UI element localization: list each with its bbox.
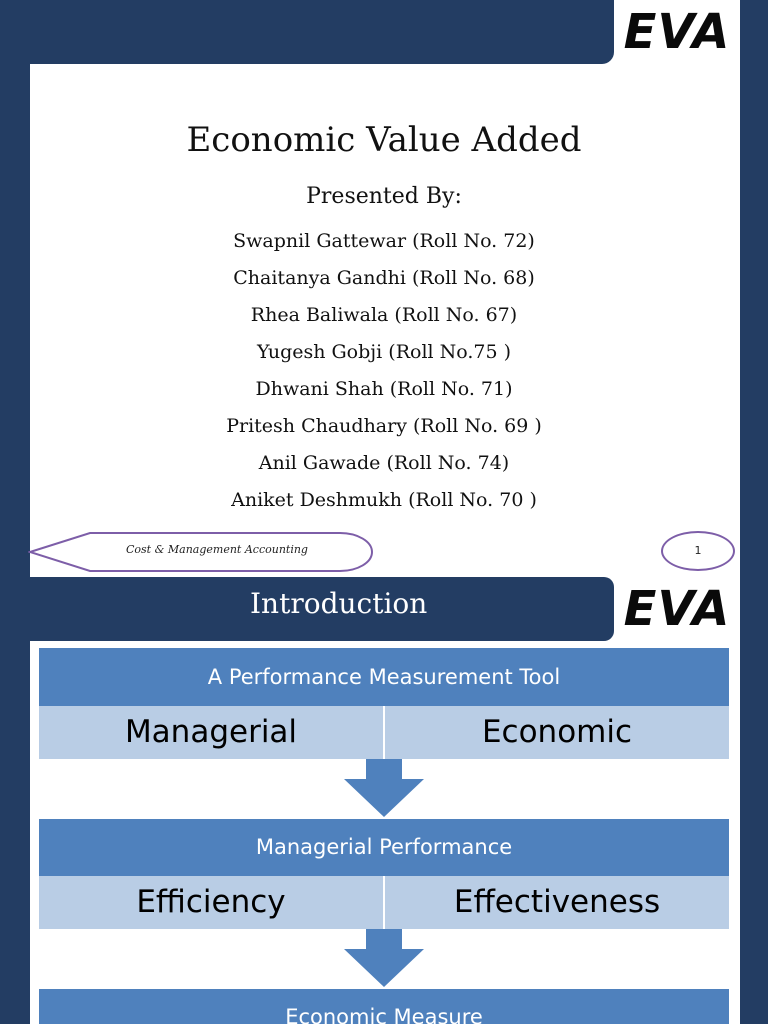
slide-title: Economic Value Added xyxy=(186,120,582,160)
presenter-item: Yugesh Gobji (Roll No.75 ) xyxy=(256,341,512,363)
block-header: Managerial Performance xyxy=(39,819,729,876)
block-item: Effectiveness xyxy=(385,876,729,929)
eva-logo: EVA xyxy=(614,0,740,64)
footer-course-label: Cost & Management Accounting xyxy=(126,543,308,556)
block-items xyxy=(39,876,729,929)
presented-by-label: Presented By: xyxy=(306,184,462,209)
right-sidebar xyxy=(740,575,768,1024)
slide-title: Introduction xyxy=(250,587,428,620)
block-item: Efficiency xyxy=(39,876,383,929)
down-arrow-icon xyxy=(344,759,424,817)
block-header: Economic Measure xyxy=(39,989,729,1024)
presenter-item: Anil Gawade (Roll No. 74) xyxy=(258,452,510,474)
title-bar xyxy=(30,0,614,64)
presenter-item: Swapnil Gattewar (Roll No. 72) xyxy=(233,230,535,252)
presenter-item: Pritesh Chaudhary (Roll No. 69 ) xyxy=(226,415,542,437)
presenter-item: Rhea Baliwala (Roll No. 67) xyxy=(250,304,518,326)
presenter-item: Chaitanya Gandhi (Roll No. 68) xyxy=(233,267,535,289)
block-header: A Performance Measurement Tool xyxy=(39,648,729,706)
presenter-item: Aniket Deshmukh (Roll No. 70 ) xyxy=(231,489,537,511)
down-arrow-icon xyxy=(344,929,424,987)
introduction-slide xyxy=(0,575,768,1024)
block-item: Managerial xyxy=(39,706,383,759)
left-sidebar xyxy=(0,575,30,1024)
presenter-list xyxy=(0,226,768,522)
page-number: 1 xyxy=(661,531,735,571)
eva-logo: EVA xyxy=(614,577,740,641)
presenter-item: Dhwani Shah (Roll No. 71) xyxy=(255,378,513,400)
block-items xyxy=(39,706,729,759)
block-item: Economic xyxy=(385,706,729,759)
